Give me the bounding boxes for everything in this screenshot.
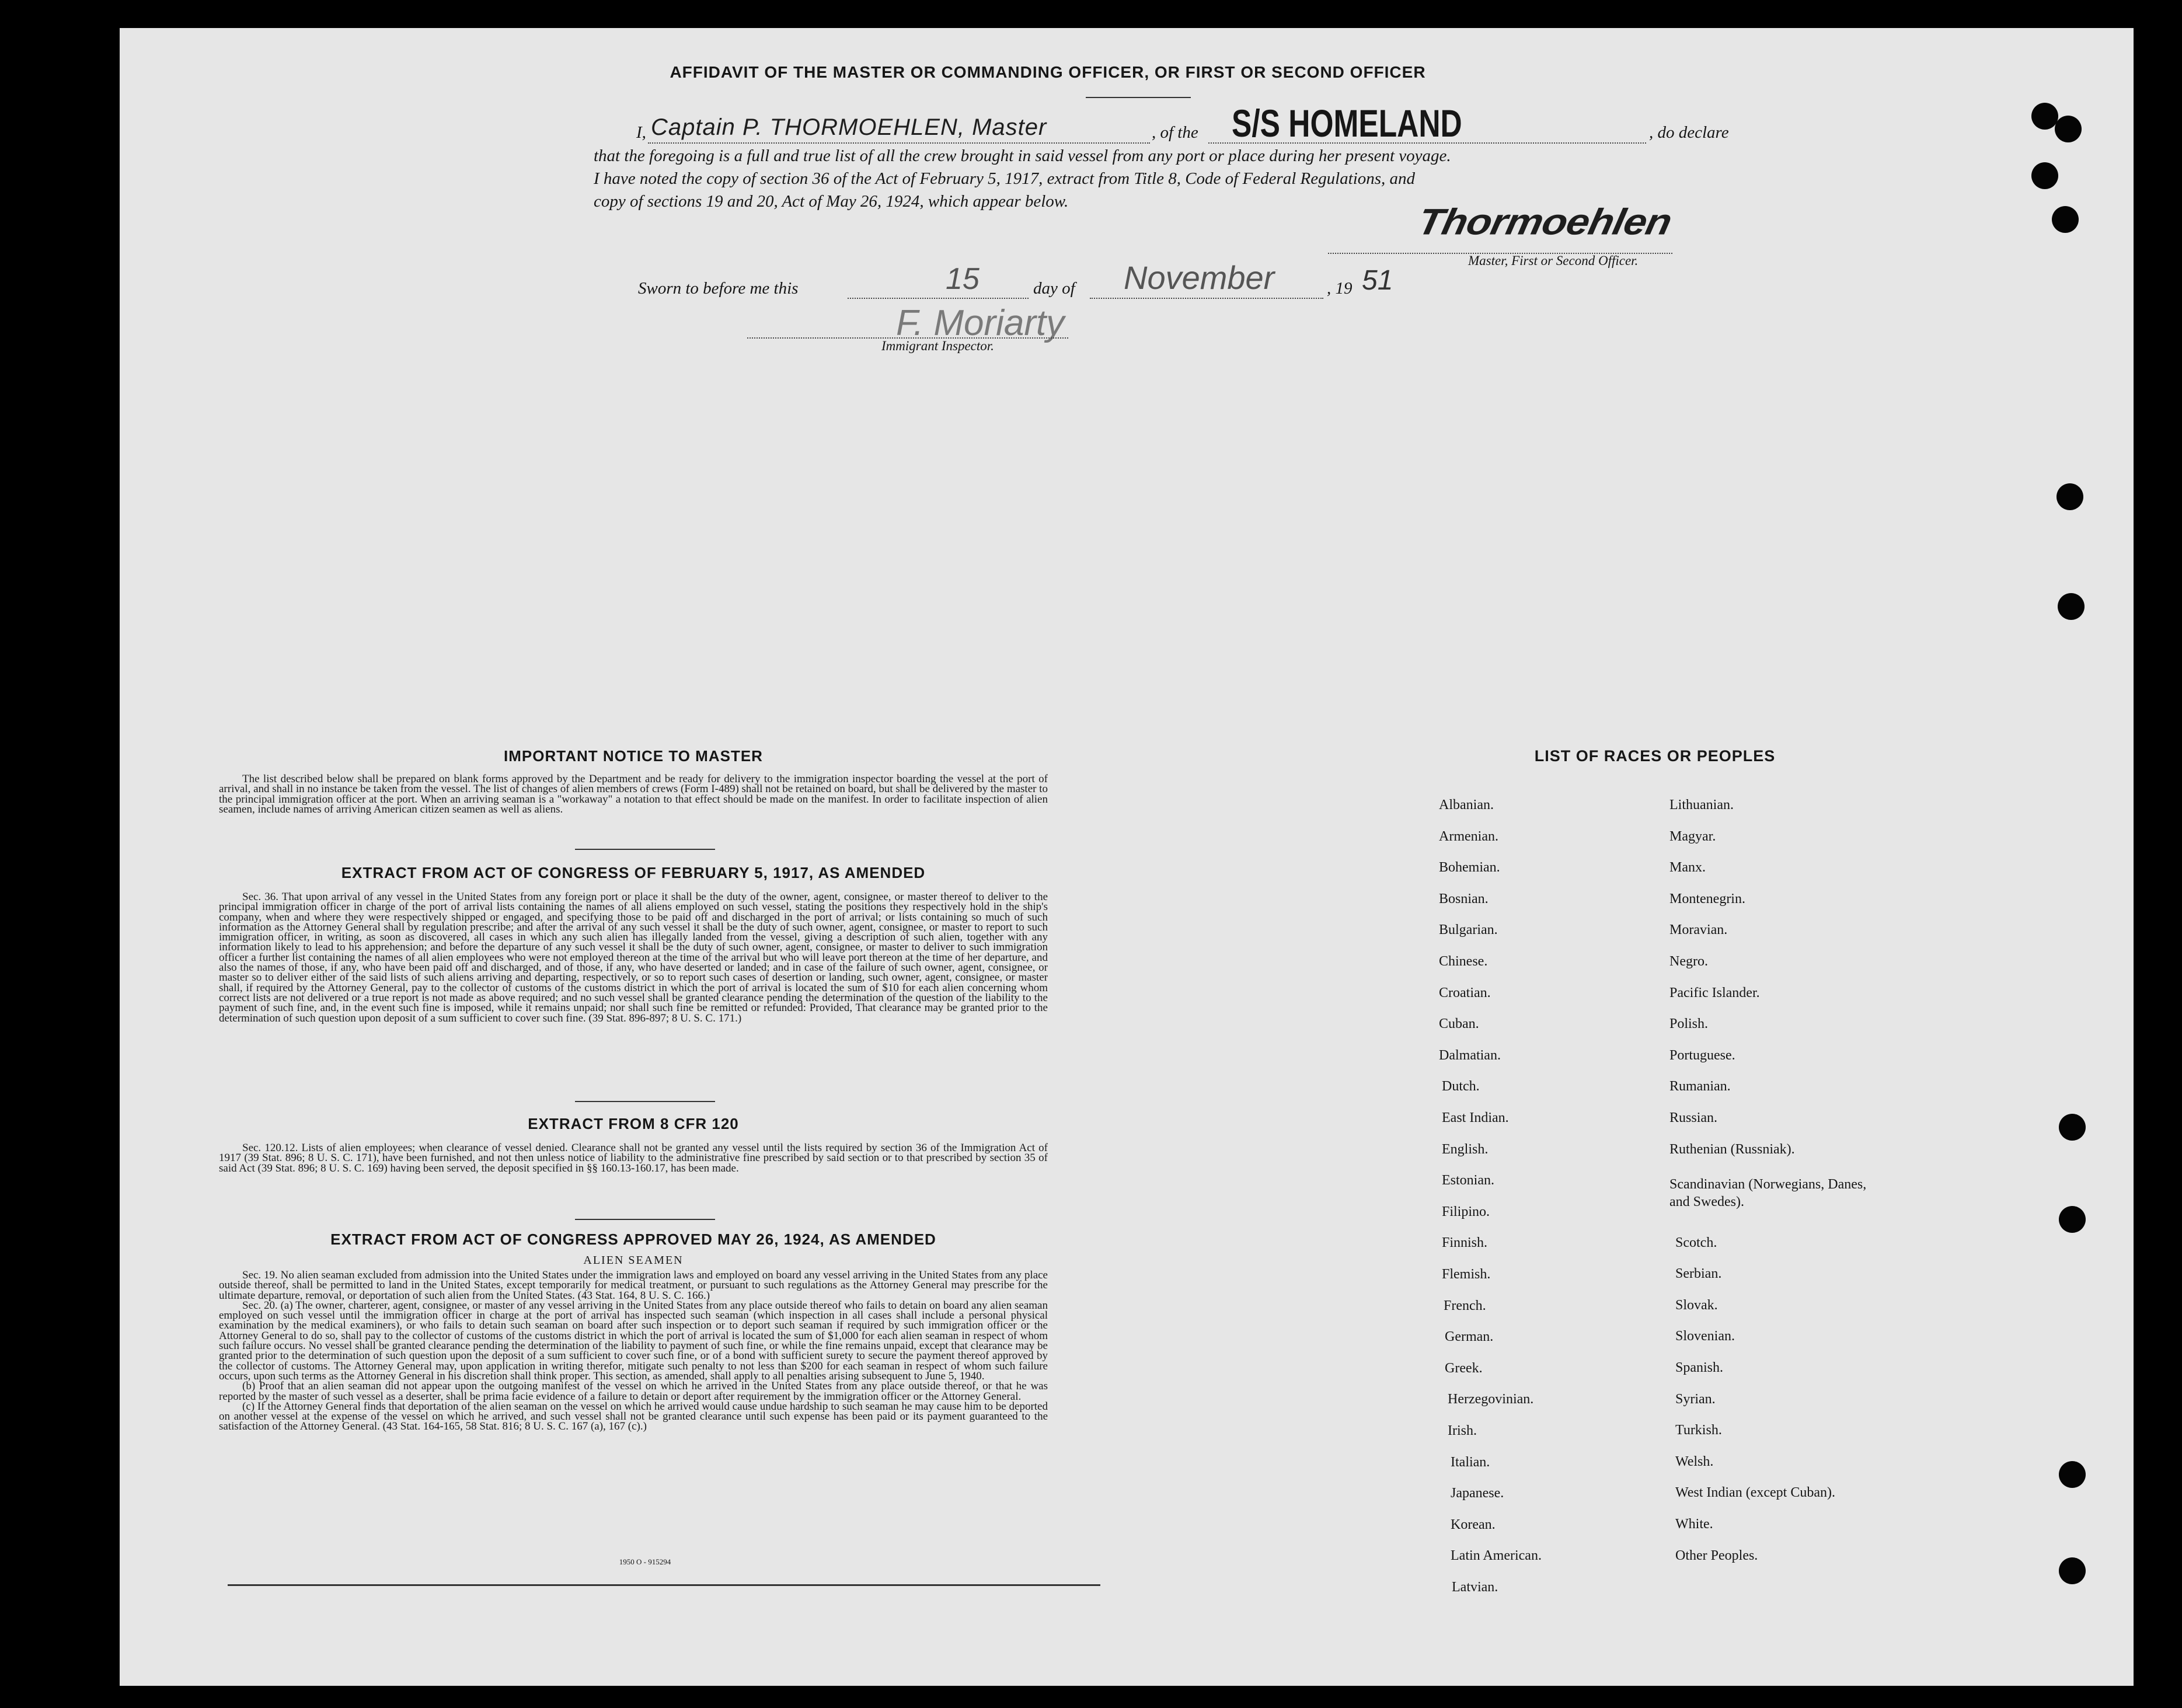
race-item: Magyar. bbox=[1669, 829, 1716, 844]
extract-1917-text bbox=[219, 892, 1048, 1023]
notice-paragraph: The list described below shall be prepared on blank forms approved by the Department and be ready for delivery to the immigration inspector boarding the vessel at the port of arrival, and shall in no instance be taken from the vessel. The list of changes of alien members of crews (Form I-489) shall not be retained on board, but shall be delivered by the master to the principal immigration officer at the port. When an arriving seaman is a "workaway" a notation to that effect should be made on the manifest. In order to facilitate inspection of alien seamen, include names of arriving American citizen seamen as well as aliens. bbox=[219, 773, 1048, 815]
race-item: Dalmatian. bbox=[1439, 1047, 1501, 1063]
race-item: Ruthenian (Russniak). bbox=[1669, 1142, 1795, 1157]
race-item: Russian. bbox=[1669, 1110, 1718, 1125]
race-item: Moravian. bbox=[1669, 922, 1728, 937]
extract-1924-subtitle: ALIEN SEAMEN bbox=[583, 1254, 684, 1267]
document-page bbox=[120, 28, 2134, 1686]
race-item: Turkish. bbox=[1675, 1423, 1722, 1438]
vessel-name: S/S HOMELAND bbox=[1232, 102, 1462, 145]
race-item: Armenian. bbox=[1439, 828, 1498, 844]
race-item: Slovenian. bbox=[1675, 1329, 1735, 1344]
race-item: Pacific Islander. bbox=[1669, 985, 1760, 1001]
punch-hole bbox=[2056, 483, 2083, 510]
title-divider bbox=[1086, 97, 1191, 98]
affidavit-title: AFFIDAVIT OF THE MASTER OR COMMANDING OFFICER, OR FIRST OR SECOND OFFICER bbox=[670, 63, 1426, 81]
extract-1917-paragraph: Sec. 36. That upon arrival of any vessel in the United States from any foreign port or place it shall be the duty of the owner, agent, consignee, or master thereof to deliver to the principal immigration officer in charge of the port of arrival lists containing the names of all aliens employed on such vessel, stating the positions they respectively hold in the ship's company, when and where they were respectively shipped or engaged, and specifying those to be paid off and discharged in the port of arrival; or lists containing so much of such information as the Attorney General shall by regulation prescribe; and after the arrival of any such vessel it shall be the duty of such owner, agent, consignee, or master to report to such immigration officer, in writing, as soon as discovered, all cases in which any such alien has illegally landed from the vessel, giving a description of such alien, together with any information likely to lead to his apprehension; and before the departure of any such vessel it shall be the duty of such owner, agent, consignee, or master to deliver to such immigration officer a further list containing the names of all alien employees who were not employed thereon at the time of the arrival but who will leave port thereon at the time of her departure, and also the names of those, if any, who have been paid off and discharged, and of those, if any, who have deserted or landed; and in case of the failure of such owner, agent, consignee, or master so to deliver either of the said lists of such aliens arriving and departing, respectively, or so to report such cases of desertion or landing, such owner, agent, consignee, or master shall, if required by the Attorney General, pay to the collector of customs of the customs district in which the port of arrival is located the sum of $10 for each alien concerning whom correct lists are not delivered or a true report is not made as above required; and no such vessel shall be granted clearance pending the determination of the question of the liability to the payment of such fine, and, in the event such fine is imposed, while it remains unpaid; nor shall such fine be remitted or refunded: Provided, That clearance may be granted prior to the determination of such question upon deposit of a sum sufficient to cover such fine. (39 Stat. 896-897; 8 U. S. C. 171.) bbox=[219, 891, 1048, 1024]
race-item: Chinese. bbox=[1439, 954, 1488, 969]
race-item: Flemish. bbox=[1442, 1267, 1491, 1282]
race-item: Herzegovinian. bbox=[1448, 1392, 1534, 1407]
race-item: Croatian. bbox=[1439, 985, 1491, 1001]
races-title: LIST OF RACES OR PEOPLES bbox=[1534, 747, 1776, 765]
race-item: Lithuanian. bbox=[1669, 797, 1734, 813]
race-item: Dutch. bbox=[1442, 1079, 1480, 1094]
race-item: East Indian. bbox=[1442, 1110, 1509, 1125]
section-divider bbox=[575, 1219, 715, 1220]
punch-hole bbox=[2031, 103, 2058, 130]
year-prefix: , 19 bbox=[1327, 279, 1353, 298]
punch-hole bbox=[2059, 1557, 2086, 1584]
race-item: Italian. bbox=[1451, 1454, 1490, 1470]
race-item: Serbian. bbox=[1675, 1266, 1722, 1281]
extract-1924-text bbox=[219, 1270, 1048, 1432]
extract-1924-sec20b: (b) Proof that an alien seaman did not appear upon the outgoing manifest of the vessel on which he arrived in the United States from any place outside thereof, or that he was reported by the master of such vessel as a deserter, shall be prima facie evidence of a failure to detain or deport after requirement by the immigration officer or the Attorney General. bbox=[219, 1380, 1048, 1403]
do-declare-text: , do declare bbox=[1649, 123, 1729, 142]
extract-1924-sec19: Sec. 19. No alien seaman excluded from admission into the United States under the immigration laws and employed on board any vessel arriving in the United States from any place outside thereof, shall be permitted to land in the United States, except temporarily for medical treatment, or pursuant to such regulations as the Attorney General may prescribe for the ultimate departure, removal, or deportation of such alien from the United States. (43 Stat. 164, 8 U. S. C. 166.) bbox=[219, 1269, 1048, 1302]
race-item: Filipino. bbox=[1442, 1204, 1490, 1219]
race-item: Finnish. bbox=[1442, 1235, 1488, 1251]
extract-cfr-paragraph: Sec. 120.12. Lists of alien employees; when clearance of vessel denied. Clearance shall not be granted any vessel until the lists required by section 36 of the Immigration Act of 1917 (39 Stat. 896; 8 U. S. C. 171), have been furnished, and not then unless notice of liability to the administrative fine prescribed by said section or to that prescribed by section 35 of said Act (39 Stat. 896; 8 U. S. C. 169) having been served, the deposit specified in §§ 160.13-160.17, has been made. bbox=[219, 1142, 1048, 1174]
race-item: Cuban. bbox=[1439, 1016, 1479, 1032]
race-item: Bosnian. bbox=[1439, 891, 1489, 907]
declaration-line-3: I have noted the copy of section 36 of the Act of February 5, 1917, extract from Title 8, Code of Federal Regulations, and bbox=[594, 169, 1416, 188]
race-item: Scandinavian (Norwegians, Danes, and Swedes). bbox=[1669, 1177, 1867, 1209]
master-caption: Master, First or Second Officer. bbox=[1468, 253, 1639, 268]
sworn-day-line bbox=[848, 298, 1029, 299]
race-item: Estonian. bbox=[1442, 1173, 1494, 1188]
race-item: Negro. bbox=[1669, 954, 1708, 969]
race-item: Latvian. bbox=[1452, 1580, 1498, 1595]
print-code: 1950 O - 915294 bbox=[619, 1557, 671, 1566]
inspector-signature: F. Moriarty bbox=[896, 303, 1065, 343]
sworn-month-line bbox=[1090, 298, 1323, 299]
race-item: German. bbox=[1445, 1329, 1494, 1345]
day-of-text: day of bbox=[1033, 279, 1075, 298]
race-item: Bohemian. bbox=[1439, 860, 1500, 876]
extract-1924-title: EXTRACT FROM ACT OF CONGRESS APPROVED MAY 26, 1924, AS AMENDED bbox=[330, 1231, 936, 1248]
race-item: Spanish. bbox=[1675, 1360, 1724, 1375]
race-item: Latin American. bbox=[1451, 1548, 1542, 1564]
race-item: Portuguese. bbox=[1669, 1048, 1735, 1063]
declarant-name: Captain P. THORMOEHLEN, Master bbox=[651, 114, 1047, 140]
inspector-caption: Immigrant Inspector. bbox=[881, 339, 994, 353]
declaration-line-4: copy of sections 19 and 20, Act of May 26, 1924, which appear below. bbox=[594, 192, 1069, 211]
sworn-year: 51 bbox=[1362, 265, 1393, 296]
race-item: Greek. bbox=[1445, 1360, 1483, 1376]
race-item: Montenegrin. bbox=[1669, 891, 1745, 907]
punch-hole bbox=[2052, 206, 2079, 233]
extract-cfr-title: EXTRACT FROM 8 CFR 120 bbox=[528, 1115, 739, 1132]
sworn-prefix: Sworn to before me this bbox=[638, 279, 799, 298]
extract-cfr-text bbox=[219, 1143, 1048, 1173]
punch-hole bbox=[2059, 1114, 2086, 1141]
race-item: Bulgarian. bbox=[1439, 922, 1498, 938]
punch-hole bbox=[2059, 1206, 2086, 1233]
extract-1924-sec20c: (c) If the Attorney General finds that deportation of the alien seaman on the vessel on which he arrived would cause undue hardship to such seaman he may cause him to be deported on another vessel at the expense of the vessel on which he arrived, and such vessel shall not be granted clearance until such expense has been paid or its payment guaranteed to the satisfaction of the Attorney General. (43 Stat. 164-165, 58 Stat. 816; 8 U. S. C. 167 (a), 167 (c).) bbox=[219, 1400, 1048, 1433]
race-item: Korean. bbox=[1451, 1517, 1496, 1532]
bottom-rule bbox=[228, 1584, 1100, 1586]
race-item: Polish. bbox=[1669, 1016, 1709, 1031]
punch-hole bbox=[2058, 593, 2085, 620]
section-divider bbox=[575, 849, 715, 850]
of-the-text: , of the bbox=[1152, 123, 1198, 142]
declarant-line bbox=[648, 142, 1150, 144]
sworn-day: 15 bbox=[946, 262, 980, 296]
punch-hole bbox=[2031, 162, 2058, 189]
notice-text bbox=[219, 774, 1048, 814]
i-prefix: I, bbox=[636, 123, 646, 142]
race-item: White. bbox=[1675, 1517, 1713, 1532]
race-item: Rumanian. bbox=[1669, 1079, 1731, 1094]
punch-hole bbox=[2055, 116, 2082, 142]
race-item: Scotch. bbox=[1675, 1235, 1717, 1250]
extract-1917-title: EXTRACT FROM ACT OF CONGRESS OF FEBRUARY 5, 1917, AS AMENDED bbox=[341, 864, 926, 881]
race-item: Slovak. bbox=[1675, 1298, 1718, 1313]
race-item: Albanian. bbox=[1439, 797, 1494, 813]
section-divider bbox=[575, 1101, 715, 1102]
punch-hole bbox=[2059, 1461, 2086, 1488]
declaration-line-2: that the foregoing is a full and true list of all the crew brought in said vessel from any port or place during her present voyage. bbox=[594, 147, 1451, 165]
race-item: Welsh. bbox=[1675, 1454, 1714, 1469]
sworn-month: November bbox=[1124, 259, 1275, 296]
race-item: Other Peoples. bbox=[1675, 1548, 1758, 1563]
master-signature: Thormoehlen bbox=[1414, 201, 1675, 243]
race-item: Japanese. bbox=[1451, 1486, 1504, 1501]
race-item: French. bbox=[1444, 1298, 1486, 1313]
race-item: Syrian. bbox=[1675, 1392, 1716, 1407]
race-item: English. bbox=[1442, 1141, 1489, 1157]
race-item: Manx. bbox=[1669, 860, 1706, 875]
race-item: Irish. bbox=[1448, 1423, 1477, 1438]
race-item: West Indian (except Cuban). bbox=[1675, 1485, 1835, 1500]
notice-title: IMPORTANT NOTICE TO MASTER bbox=[504, 747, 763, 765]
extract-1924-sec20a: Sec. 20. (a) The owner, charterer, agent, consignee, or master of any vessel arriving in the United States from any place outside thereof who fails to detain on board any alien seaman employed on such vessel until the immigration officer in charge at the port of arrival has inspected such seaman (which inspection in all cases shall include a personal physical examination by the medical examiners), or who fails to detain such seaman on board after such inspection or to deport such seaman if required by such immigration officer or the Attorney General to do so, shall pay to the collector of customs of the customs district in which the port of arrival is located the sum of $1,000 for each alien seaman in respect of whom such failure occurs. No vessel shall be granted clearance pending the determination of the liability to payment of such fine, or while the fine remains unpaid, except that clearance may be granted prior to the determination of such question upon the deposit of a sum sufficient to cover such fine, or of a bond with sufficient surety to secure the payment thereof approved by the collector of customs. The Attorney General may, upon application in writing therefor, mitigate such penalty to not less than $200 for each seaman in respect of whom such failure occurs, upon such terms as the Attorney General in his discretion shall think proper. This section, as amended, shall apply to all penalties arising subsequent to June 5, 1940. bbox=[219, 1299, 1048, 1382]
